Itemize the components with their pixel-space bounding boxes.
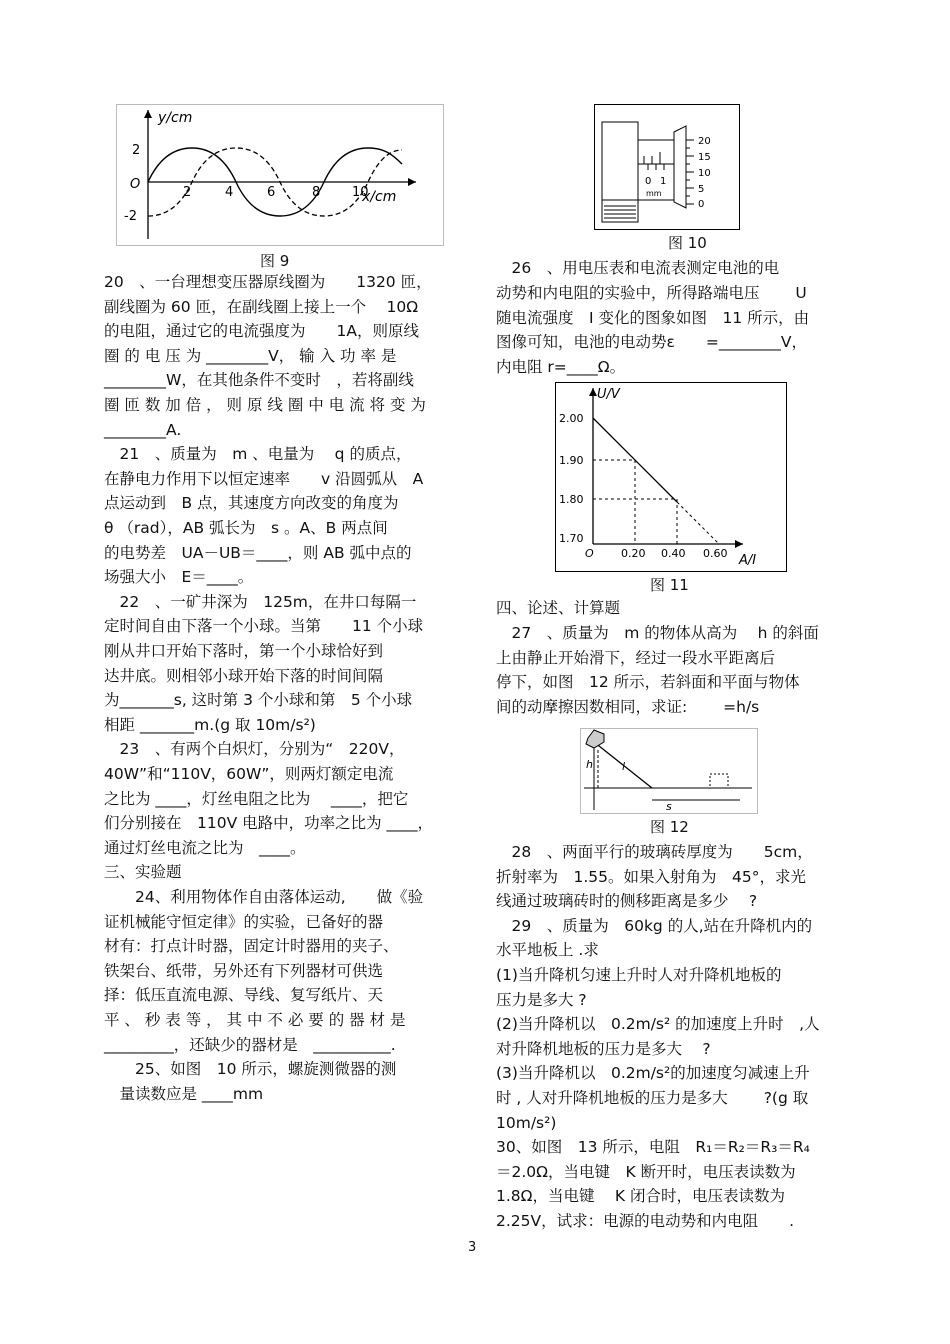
page-number: 3 <box>468 1240 477 1255</box>
unit-label: mm <box>646 189 662 198</box>
text-line: 1.8Ω，当电键 K 闭合时，电压表读数为 <box>496 1187 786 1206</box>
text-line: 动势和内电阻的实验中，所得路端电压 U <box>496 283 807 302</box>
text-line: 23 、有两个白炽灯，分别为“ 220V， <box>104 740 405 759</box>
text-line: 达井底。则相邻小球开始下落的时间间隔 <box>104 666 384 685</box>
text-line: ＝2.0Ω，当电键 K 断开时，电压表读数为 <box>496 1162 796 1181</box>
figure-11-ui-graph <box>555 382 787 572</box>
y-tick: 2 <box>132 143 141 158</box>
text-line: 随电流强度 I 变化的图象如图 11 所示，由 <box>496 308 810 327</box>
text-line: (1)当升降机匀速上升时人对升降机地板的 <box>496 966 782 984</box>
text-line: 刚从井口开始下落时，第一个小球恰好到 <box>104 642 384 660</box>
x-tick: 2 <box>183 185 192 200</box>
y-tick: -2 <box>124 209 137 224</box>
y-tick: 1.80 <box>559 493 584 506</box>
text-line: 27 、质量为 m 的物体从高为 h 的斜面 <box>496 623 819 642</box>
text-line: 的电势差 UA－UB＝____，则 AB 弧中点的 <box>104 543 412 562</box>
text-line: 为_______s, 这时第 3 个小球和第 5 个小球 <box>104 691 413 710</box>
x-tick: 8 <box>312 185 321 200</box>
text-line: 间的动摩擦因数相同，求证: =h/s <box>496 698 760 717</box>
x-axis-label: x/cm <box>362 189 397 205</box>
text-line: 压力是多大 ? <box>496 990 587 1009</box>
figure-10-micrometer <box>594 104 740 230</box>
text-line: _________，还缺少的器材是 __________. <box>104 1035 396 1054</box>
text-line: 量读数应是 ____mm <box>104 1084 264 1103</box>
x-tick: 0.60 <box>703 547 728 560</box>
text-line: 10m/s²) <box>496 1113 557 1132</box>
text-line: 点运动到 B 点，其速度方向改变的角度为 <box>104 494 399 513</box>
scale-label: 5 <box>698 184 705 195</box>
x-tick: O <box>585 547 594 560</box>
text-line: 折射率为 1.55。如果入射角为 45°，求光 <box>496 867 806 886</box>
x-axis-label: A/I <box>739 553 757 568</box>
text-line: 择：低压直流电源、导线、复写纸片、天 <box>104 986 384 1005</box>
text-line: 通过灯丝电流之比为 ____。 <box>104 838 306 857</box>
text-line: 的电阻，通过它的电流强度为 1A，则原线 <box>104 322 419 341</box>
y-tick: 2.00 <box>559 412 584 425</box>
figure-12-caption: 图 12 <box>650 818 689 836</box>
y-axis-label: y/cm <box>158 110 193 126</box>
text-line: 停下，如图 12 所示，若斜面和平面与物体 <box>496 673 800 692</box>
x-tick: 6 <box>267 185 276 200</box>
scale-label: 15 <box>698 152 711 163</box>
text-line: 22 、一矿井深为 125m，在井口每隔一 <box>104 592 417 611</box>
text-line: 21 、质量为 m 、电量为 q 的质点， <box>104 445 412 464</box>
text-line: 四、论述、计算题 <box>496 599 621 617</box>
text-line: 上由静止开始滑下，经过一段水平距离后 <box>496 648 776 667</box>
text-line: 水平地板上 .求 <box>496 941 599 960</box>
text-line: 们分别接在 110V 电路中，功率之比为 ____， <box>104 814 434 833</box>
scale-label: 10 <box>698 168 711 179</box>
figure-12-incline <box>580 728 758 814</box>
l-label: l <box>622 760 626 773</box>
text-line: 证机械能守恒定律》的实验，已备好的器 <box>104 912 384 931</box>
y-tick: O <box>130 177 141 192</box>
main-scale-label: 1 <box>660 176 667 187</box>
text-line: 图像可知，电池的电动势ε =________V， <box>496 333 807 352</box>
text-line: 场强大小 E＝____。 <box>104 568 254 587</box>
y-axis-label: U/V <box>597 387 620 402</box>
scale-label: 0 <box>698 199 705 210</box>
text-line: (3)当升降机以 0.2m/s²的加速度匀减速上升 <box>496 1064 810 1083</box>
text-line: 25、如图 10 所示，螺旋测微器的测 <box>104 1060 397 1079</box>
y-tick: 1.70 <box>559 532 584 545</box>
text-line: 圈 匝 数 加 倍 ， 则 原 线 圈 中 电 流 将 变 为 <box>104 396 426 414</box>
s-label: s <box>666 800 672 813</box>
text-line: 相距 _______m.(g 取 10m/s²) <box>104 715 316 734</box>
text-line: 时 , 人对升降机地板的压力是多大 ?(g 取 <box>496 1089 809 1107</box>
h-label: h <box>586 758 593 771</box>
text-line: 在静电力作用下以恒定速率 v 沿圆弧从 A <box>104 469 424 488</box>
x-tick: 4 <box>225 185 234 200</box>
text-line: 对升降机地板的压力是多大 ? <box>496 1039 711 1058</box>
text-line: 40W”和“110V，60W”，则两灯额定电流 <box>104 765 394 783</box>
text-line: 材有：打点计时器，固定计时器用的夹子、 <box>104 937 399 956</box>
scale-label: 20 <box>698 136 711 147</box>
text-line: 20 、一台理想变压器原线圈为 1320 匝， <box>104 273 432 291</box>
y-tick: 1.90 <box>559 454 584 467</box>
x-tick: 0.40 <box>661 547 686 560</box>
text-line: 24、利用物体作自由落体运动, 做《验 <box>104 888 424 906</box>
text-line: 之比为 ____，灯丝电阻之比为 ____，把它 <box>104 789 409 808</box>
text-line: (2)当升降机以 0.2m/s² 的加速度上升时 ,人 <box>496 1015 820 1034</box>
text-line: 铁架台、纸带，另外还有下列器材可供选 <box>104 961 384 980</box>
text-line: ________A. <box>104 420 182 439</box>
text-line: 平 、 秒 表 等 ， 其 中 不 必 要 的 器 材 是 <box>104 1011 406 1029</box>
text-line: 2.25V，试求：电源的电动势和内电阻 . <box>496 1212 795 1230</box>
x-tick: 0.20 <box>621 547 646 560</box>
text-line: 29 、质量为 60kg 的人,站在升降机内的 <box>496 916 813 935</box>
text-line: 内电阻 r=____Ω。 <box>496 358 626 377</box>
x-tick: 10 <box>352 185 369 200</box>
text-line: 28 、两面平行的玻璃砖厚度为 5cm， <box>496 843 813 861</box>
text-line: ________W，在其他条件不变时 ，若将副线 <box>104 371 414 390</box>
text-line: 线通过玻璃砖时的侧移距离是多少 ? <box>496 892 758 911</box>
figure-9-wave-graph <box>116 104 444 246</box>
figure-11-caption: 图 11 <box>650 576 689 594</box>
figure-10-caption: 图 10 <box>668 234 707 252</box>
text-line: 26 、用电压表和电流表测定电池的电 <box>496 259 780 277</box>
text-line: 副线圈为 60 匝，在副线圈上接上一个 10Ω <box>104 297 419 316</box>
text-line: 定时间自由下落一个小球。当第 11 个小球 <box>104 617 424 636</box>
main-scale-label: 0 <box>645 176 652 187</box>
text-line: 30、如图 13 所示，电阻 R₁＝R₂＝R₃＝R₄ <box>496 1138 810 1157</box>
text-line: 圈 的 电 压 为 ________V， 输 入 功 率 是 <box>104 346 397 365</box>
figure-9-caption: 图 9 <box>260 252 290 270</box>
text-line: 三、实验题 <box>104 863 182 882</box>
text-line: θ （rad），AB 弧长为 s 。A、B 两点间 <box>104 519 388 537</box>
